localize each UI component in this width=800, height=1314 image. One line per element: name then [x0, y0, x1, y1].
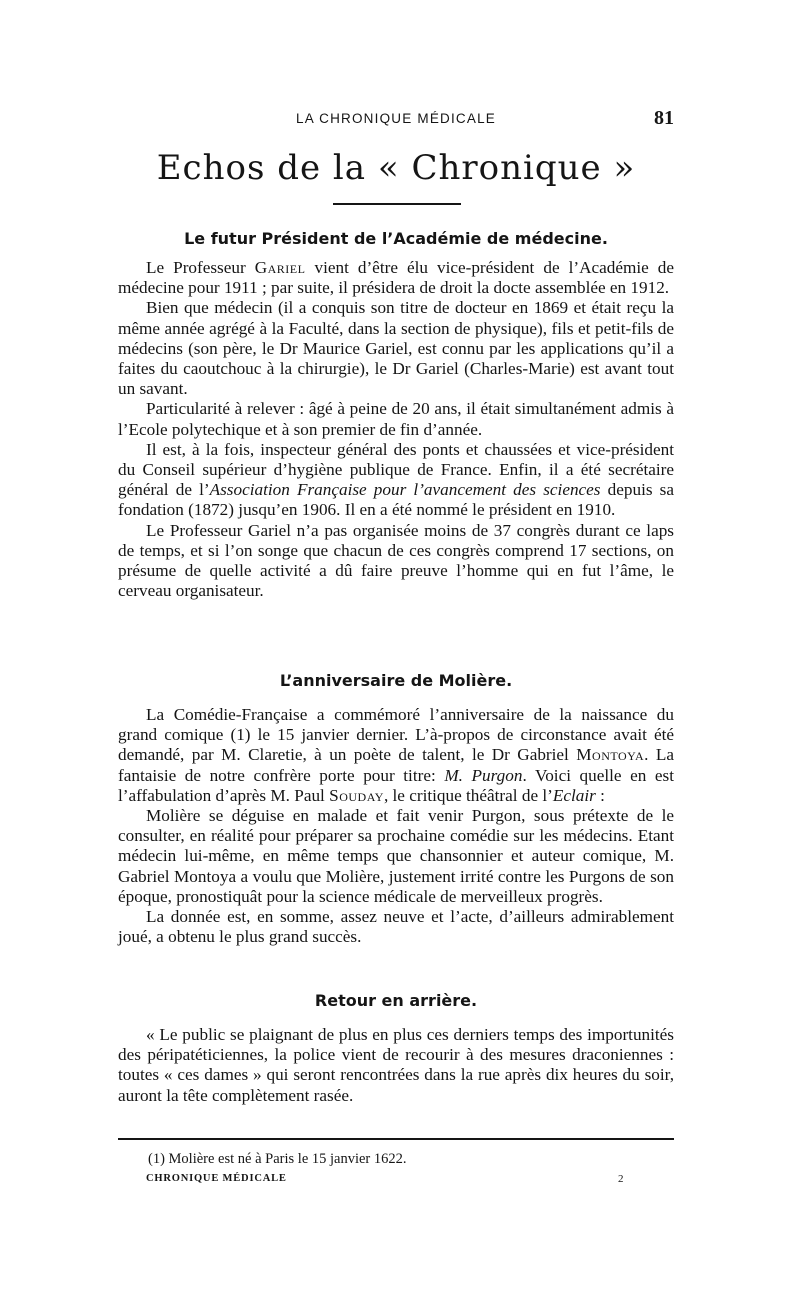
paragraph: Le Professeur Gariel n’a pas organisée moins de 37 congrès durant ce laps de temps, et si l’on songe que chacun de ces congrès comprend 17 sections, on présume de quelle activité a dû faire preuve l’homme qui en fut l’âme, le cerveau organisateur. — [118, 520, 674, 601]
section-body-retour — [118, 1025, 674, 1106]
section-heading-president: Le futur Président de l’Académie de médecine. — [184, 229, 608, 248]
person-name: Souday — [329, 785, 384, 805]
signature-number: 2 — [618, 1173, 624, 1185]
person-name: Gariel — [254, 258, 306, 277]
paragraph: La donnée est, en somme, assez neuve et l’acte, d’ailleurs admirablement joué, a obtenu le plus grand succès. — [118, 907, 674, 947]
person-name: Montoya — [576, 745, 645, 765]
title-rule — [333, 203, 461, 205]
paragraph: Molière se déguise en malade et fait venir Purgon, sous prétexte de le consulter, en réalité pour préparer sa prochaine comédie sur les médecins. Etant médecin lui-même, en même temps que chansonnier et auteur comique, M. Gabriel Montoya a voulu que Molière, justement irrité contre les Purgons de son époque, pronostiquât pour la science médicale de merveilleux progrès. — [118, 806, 674, 906]
section-body-president — [118, 258, 674, 601]
paragraph: Bien que médecin (il a conquis son titre de docteur en 1869 et était reçu la même année agrégé à la Faculté, dans la section de physique), fils et petit-fils de médecins (son père, le Dr Maurice Gariel, est connu par les applications qu’il a faites du caoutchouc à la chirurgie), le Dr Gariel (Charles-Marie) est avant tout un savant. — [118, 298, 674, 399]
italic-title: M. Purgon — [444, 765, 523, 785]
paragraph: Le Professeur Gariel vient d’être élu vice-président de l’Académie de médecine pour 1911 ; par suite, il présidera de droit la docte assemblée en 1912. — [118, 258, 674, 298]
paragraph: La Comédie-Française a commémoré l’anniversaire de la naissance du grand comique (1) le 15 janvier dernier. L’à-propos de circonstance avait été demandé, par M. Claretie, à un poète de talent, le Dr Gabriel Montoya. La fantaisie de notre confrère porte pour titre: M. Purgon. Voici quelle en est l’affabulation d’après M. Paul Souday, le critique théâtral de l’Eclair : — [118, 705, 675, 805]
running-head — [118, 109, 674, 131]
paragraph: Particularité à relever : âgé à peine de 20 ans, il était simultanément admis à l’Ecole polytechique et à son premier de fin d’année. — [118, 399, 674, 439]
italic-title: Eclair — [552, 785, 596, 805]
italic-title: Association Française pour l’avancement des sciences — [209, 480, 601, 500]
footnote-rule — [118, 1138, 674, 1140]
footnote: (1) Molière est né à Paris le 15 janvier 1622. — [148, 1151, 407, 1167]
page-number: 81 — [654, 107, 674, 129]
section-heading-moliere: L’anniversaire de Molière. — [279, 671, 513, 690]
page-title: Echos de la « Chronique » — [156, 148, 636, 188]
signature-mark: CHRONIQUE MÉDICALE — [146, 1173, 287, 1184]
section-heading-retour: Retour en arrière. — [314, 991, 478, 1010]
paragraph: « Le public se plaignant de plus en plus ces derniers temps des importunités des péripatéticiennes, la police vient de recourir à des mesures draconiennes : toutes « ces dames » qui seront rencontrées dans la rue après dix heures du soir, auront la tête complètement rasée. — [118, 1025, 674, 1105]
running-title: LA CHRONIQUE MÉDICALE — [296, 111, 496, 126]
section-body-moliere — [118, 705, 674, 947]
paragraph: Il est, à la fois, inspecteur général des ponts et chaussées et vice-président du Conseil supérieur d’hygiène publique de France. Enfin, il a été secrétaire général de l’Association Française pour l’avancement des sciences depuis sa fondation (1872) jusqu’en 1906. Il en a été nommé le président en 1910. — [118, 439, 674, 520]
